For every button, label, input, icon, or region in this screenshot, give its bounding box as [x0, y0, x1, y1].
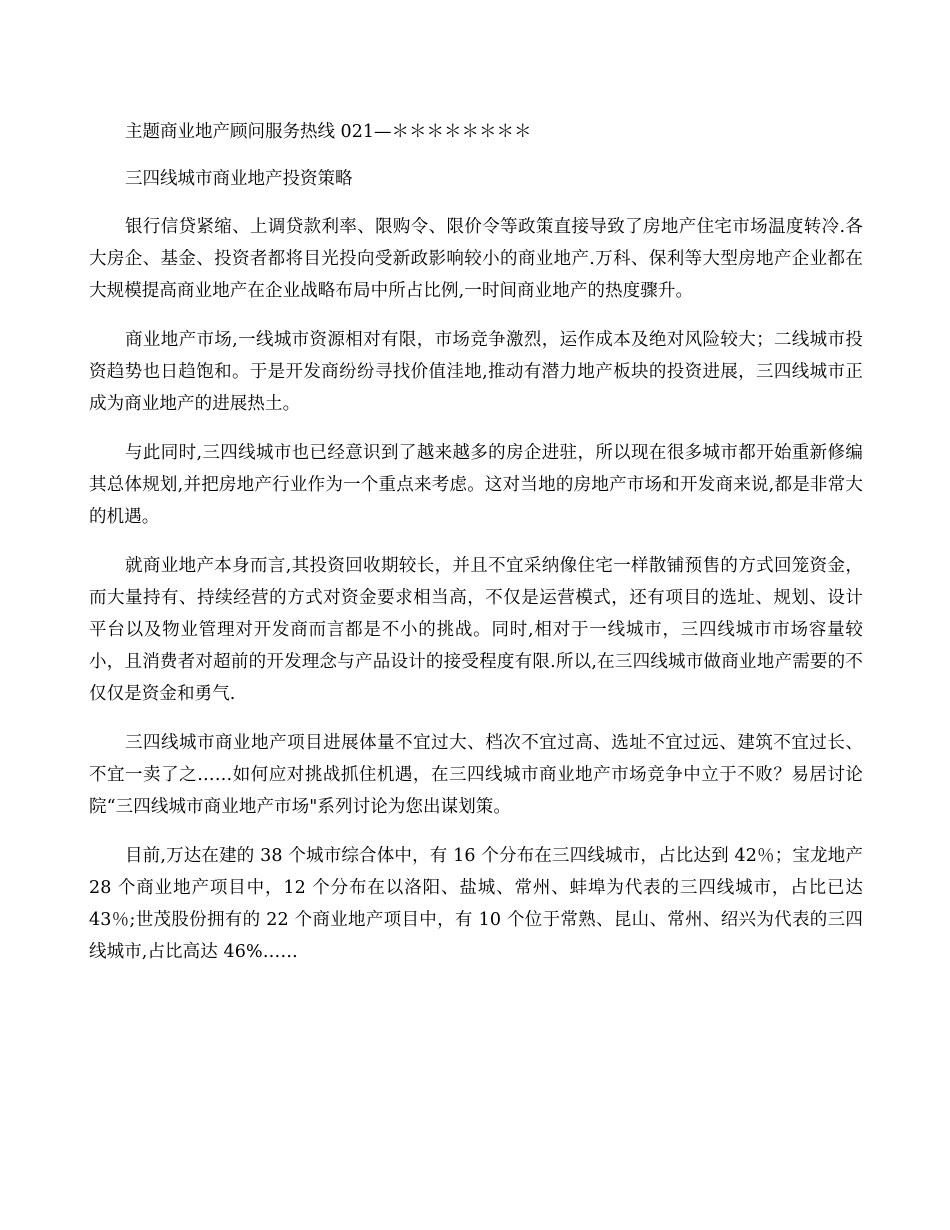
paragraph-challenges: 就商业地产本身而言,其投资回收期较长，并且不宜采纳像住宅一样散铺预售的方式回笼资金，而大量持有、持续经营的方式对资金要求相当高，不仅是运营模式，还有项目的选址、规划、设计平台以及物业管理对开发商而言都是不小的挑战。同时,相对于一线城市，三四线城市市场容量较小，且消费者对超前的开发理念与产品设计的接受程度有限.所以,在三四线城市做商业地产需要的不仅仅是资金和勇气. — [89, 556, 863, 704]
paragraph-planning: 与此同时,三四线城市也已经意识到了越来越多的房企进驻，所以现在很多城市都开始重新修编其总体规划,并把房地产行业作为一个重点来考虑。这对当地的房地产市场和开发商来说,都是非常大的机遇。 — [89, 443, 863, 527]
paragraph-strategy: 三四线城市商业地产项目进展体量不宜过大、档次不宜过高、选址不宜过远、建筑不宜过长、不宜一卖了之……如何应对挑战抓住机遇，在三四线城市商业地产市场竞争中立于不败？易居讨论院“三四线城市商业地产市场"系列讨论为您出谋划策。 — [89, 733, 863, 817]
paragraph-policy: 银行信贷紧缩、上调贷款利率、限购令、限价令等政策直接导致了房地产住宅市场温度转冷.各大房企、基金、投资者都将目光投向受新政影响较小的商业地产.万科、保利等大型房地产企业都在大规模提高商业地产在企业战略布局中所占比例,一时间商业地产的热度骤升。 — [89, 217, 863, 301]
hotline-line: 主题商业地产顾问服务热线 021—＊＊＊＊＊＊＊＊ — [125, 122, 532, 142]
paragraph-examples: 目前,万达在建的 38 个城市综合体中，有 16 个分布在三四线城市，占比达到 42％；宝龙地产 28 个商业地产项目中，12 个分布在以洛阳、盐城、常州、蚌埠为代表的三四线城市，占比已达 43％;世茂股份拥有的 22 个商业地产项目中，有 10 个位于常熟、昆山、常州、绍兴为代表的三四线城市,占比高达 46%…… — [89, 846, 863, 962]
document-title: 三四线城市商业地产投资策略 — [125, 169, 353, 189]
paragraph-market: 商业地产市场,一线城市资源相对有限，市场竞争激烈，运作成本及绝对风险较大；二线城市投资趋势也日趋饱和。于是开发商纷纷寻找价值洼地,推动有潜力地产板块的投资进展，三四线城市正成为商业地产的进展热土。 — [89, 330, 863, 414]
document-body — [89, 117, 863, 985]
